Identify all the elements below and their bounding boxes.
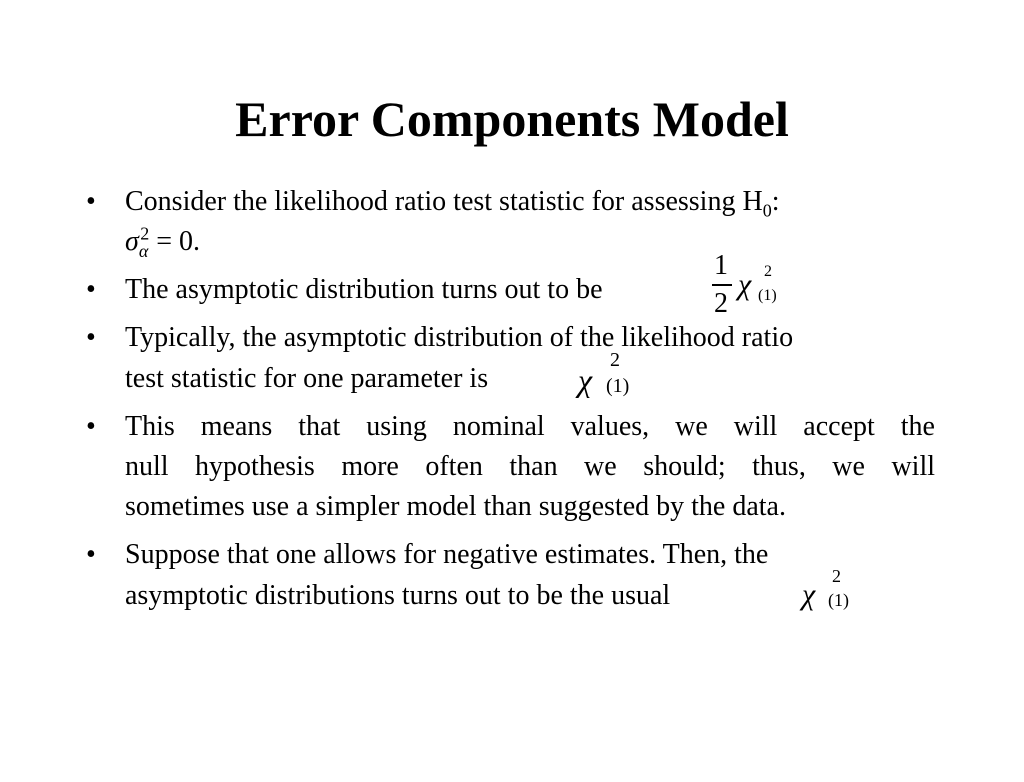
chi-symbol: χ — [738, 268, 752, 301]
chi-squared-formula-1 — [576, 344, 656, 404]
colon: : — [771, 186, 780, 217]
fraction-numerator: 1 — [714, 250, 728, 281]
chi-superscript: 2 — [832, 566, 841, 586]
bullet-1-line-2 — [125, 224, 200, 260]
alpha-subscript: α — [138, 240, 149, 261]
half-chi-squared-formula — [710, 250, 810, 326]
bullet-3-line-2: test statistic for one parameter is — [125, 363, 489, 394]
fraction-denominator: 2 — [714, 288, 728, 319]
fraction-bar — [712, 284, 732, 286]
chi-subscript: (1) — [828, 590, 849, 610]
bullet-1-line-1 — [125, 184, 779, 220]
bullet-4-line-1: This means that using nominal values, we will accept the — [125, 411, 935, 442]
h-subscript: 0 — [762, 200, 772, 221]
chi-squared-formula-2 — [800, 562, 870, 618]
chi-symbol: χ — [802, 578, 816, 611]
bullet-4-line-3: sometimes use a simpler model than suggested by the data. — [125, 491, 786, 522]
bullet-4-marker: • — [86, 411, 96, 442]
bullet-4-line-2: null hypothesis more often than we should; thus, we will — [125, 451, 935, 482]
bullet-5-marker: • — [86, 539, 96, 570]
bullet-5-line-1: Suppose that one allows for negative estimates. Then, the — [125, 539, 769, 570]
chi-superscript: 2 — [610, 349, 620, 371]
chi-symbol: χ — [578, 362, 593, 398]
bullet-1-text: Consider the likelihood ratio test statistic for assessing H — [125, 186, 763, 217]
bullet-3-marker: • — [86, 322, 96, 353]
chi-superscript: 2 — [764, 263, 772, 280]
chi-subscript: (1) — [758, 287, 777, 304]
squared-superscript: 2 — [140, 223, 150, 244]
chi-subscript: (1) — [606, 375, 630, 397]
bullet-3-line-1: Typically, the asymptotic distribution of the likelihood ratio — [125, 322, 794, 353]
bullet-5-line-2: asymptotic distributions turns out to be the usual — [125, 580, 671, 611]
bullet-1-marker: • — [86, 186, 96, 217]
equals-zero: = 0. — [149, 226, 201, 257]
sigma-symbol: σ — [125, 226, 139, 257]
slide-title: Error Components Model — [235, 91, 789, 147]
bullet-2-marker: • — [86, 274, 96, 305]
bullet-2-text: The asymptotic distribution turns out to be — [125, 274, 603, 305]
